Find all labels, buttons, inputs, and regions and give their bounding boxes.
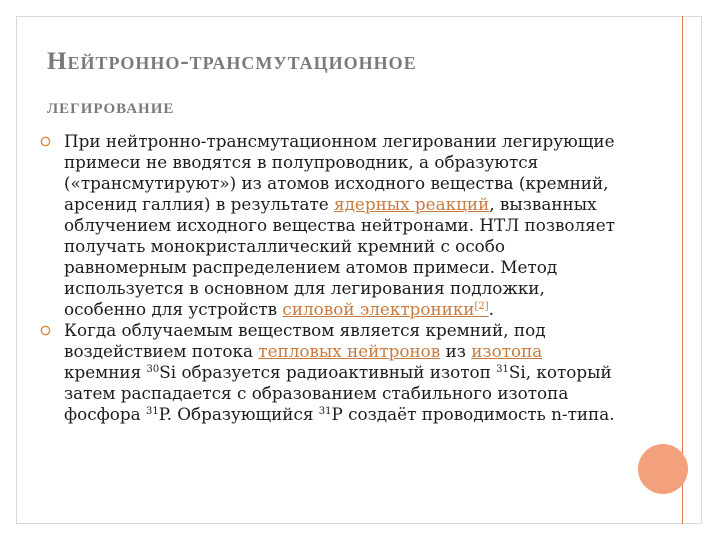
link-nuclear-reactions[interactable]: ядерных реакций bbox=[334, 194, 490, 214]
bullet-list bbox=[40, 131, 620, 425]
decorative-circle bbox=[638, 444, 688, 494]
link-power-electronics[interactable]: силовой электроники[2] bbox=[282, 299, 489, 319]
title-line-2: легирование bbox=[47, 93, 175, 118]
link-isotope[interactable]: изотопа bbox=[471, 341, 543, 361]
bullet-text-2: Когда облучаемым веществом является кремний, под воздействием потока тепловых нейтронов из изотопа кремния $^{30}$Si образуется радиоактивный изотоп $^{31}$Si, который затем распадается с образованием стабильного изотопа фосфора $^{31}$P. Образующийся $^{31}$P создаёт проводимость n-типа. bbox=[64, 320, 615, 424]
slide-title bbox=[47, 40, 647, 128]
hollow-circle-bullet-icon bbox=[40, 325, 51, 336]
accent-rule bbox=[682, 16, 683, 524]
bullet-item-1 bbox=[40, 131, 620, 320]
title-line-1: Нейтронно-трансмутационное bbox=[47, 48, 417, 75]
bullet-item-2 bbox=[40, 320, 620, 425]
link-thermal-neutrons[interactable]: тепловых нейтронов bbox=[258, 341, 441, 361]
bullet-text-1: При нейтронно-трансмутационном легировании легирующие примеси не вводятся в полупроводник, а образуются («трансмутируют») из атомов исходного вещества (кремний, арсенид галлия) в результате ядерных реакций, вызванных облучением исходного вещества нейтронами. НТЛ позволяет получать монокристаллический кремний с особо равномерным распределением атомов примеси. Метод используется в основном для легирования подложки, особенно для устройств силовой электроники[2]. bbox=[64, 131, 615, 319]
hollow-circle-bullet-icon bbox=[40, 136, 51, 147]
reference-2[interactable]: [2] bbox=[474, 301, 489, 312]
